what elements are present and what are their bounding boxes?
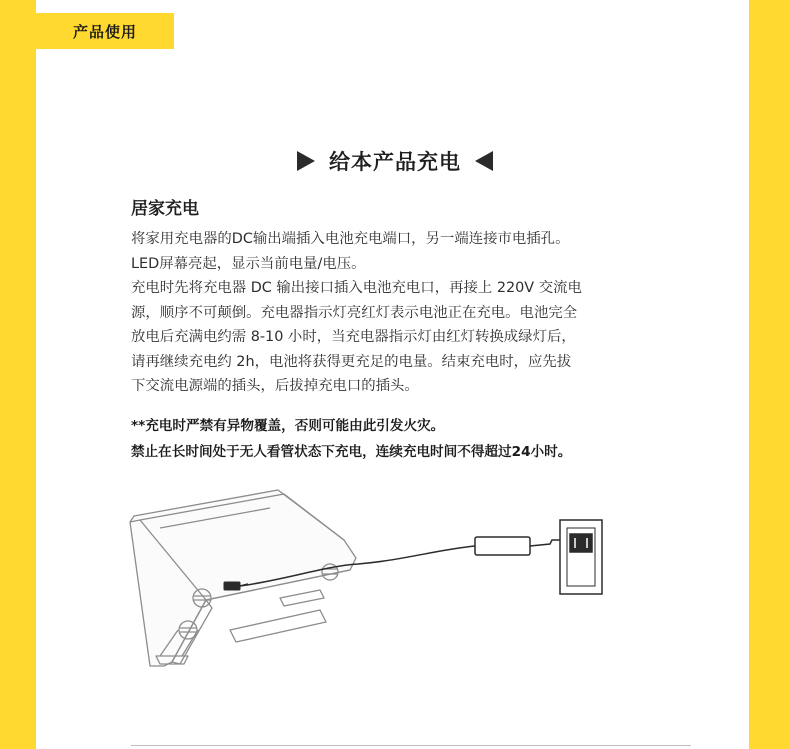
right-accent-bar [749, 0, 790, 749]
triangle-left-icon [475, 151, 493, 171]
charger-adapter-icon [475, 537, 530, 555]
body-line: 放电后充满电约需 8-10 小时，当充电器指示灯由红灯转换成绿灯后， [131, 329, 576, 345]
home-charging-body [131, 227, 691, 399]
body-line: 源，顺序不可颠倒。充电器指示灯亮红灯表示电池正在充电。电池完全 [131, 304, 578, 321]
content-area [131, 194, 691, 465]
body-line: 下交流电源端的插头，后拔掉充电口的插头。 [131, 378, 419, 394]
body-line: 充电时先将充电器 DC 输出接口插入电池充电口，再接上 220V 交流电 [131, 280, 582, 296]
page-title: 给本产品充电 [329, 150, 461, 174]
triangle-right-icon [297, 151, 315, 171]
body-line: LED屏幕亮起，显示当前电量/电压。 [131, 255, 366, 272]
body-line: 请再继续充电约 2h，电池将获得更充足的电量。结束充电时，应先拔 [131, 353, 572, 370]
warning-cover: **充电时严禁有异物覆盖，否则可能由此引发火灾。 [131, 417, 445, 434]
warnings [131, 413, 691, 465]
body-line: 将家用充电器的DC输出端插入电池充电端口，另一端连接市电插孔。 [131, 231, 570, 247]
page-title-row [0, 145, 790, 177]
wall-outlet-icon [560, 520, 602, 594]
left-accent-bar [0, 0, 36, 749]
battery-box-illustration [130, 490, 356, 666]
warning-unattended: 禁止在长时间处于无人看管状态下充电，连续充电时间不得超过24小时。 [131, 443, 572, 460]
bottom-divider [131, 745, 691, 746]
home-charging-heading: 居家充电 [131, 199, 199, 219]
charging-illustration [120, 480, 620, 680]
section-tab: 产品使用 [36, 13, 174, 49]
